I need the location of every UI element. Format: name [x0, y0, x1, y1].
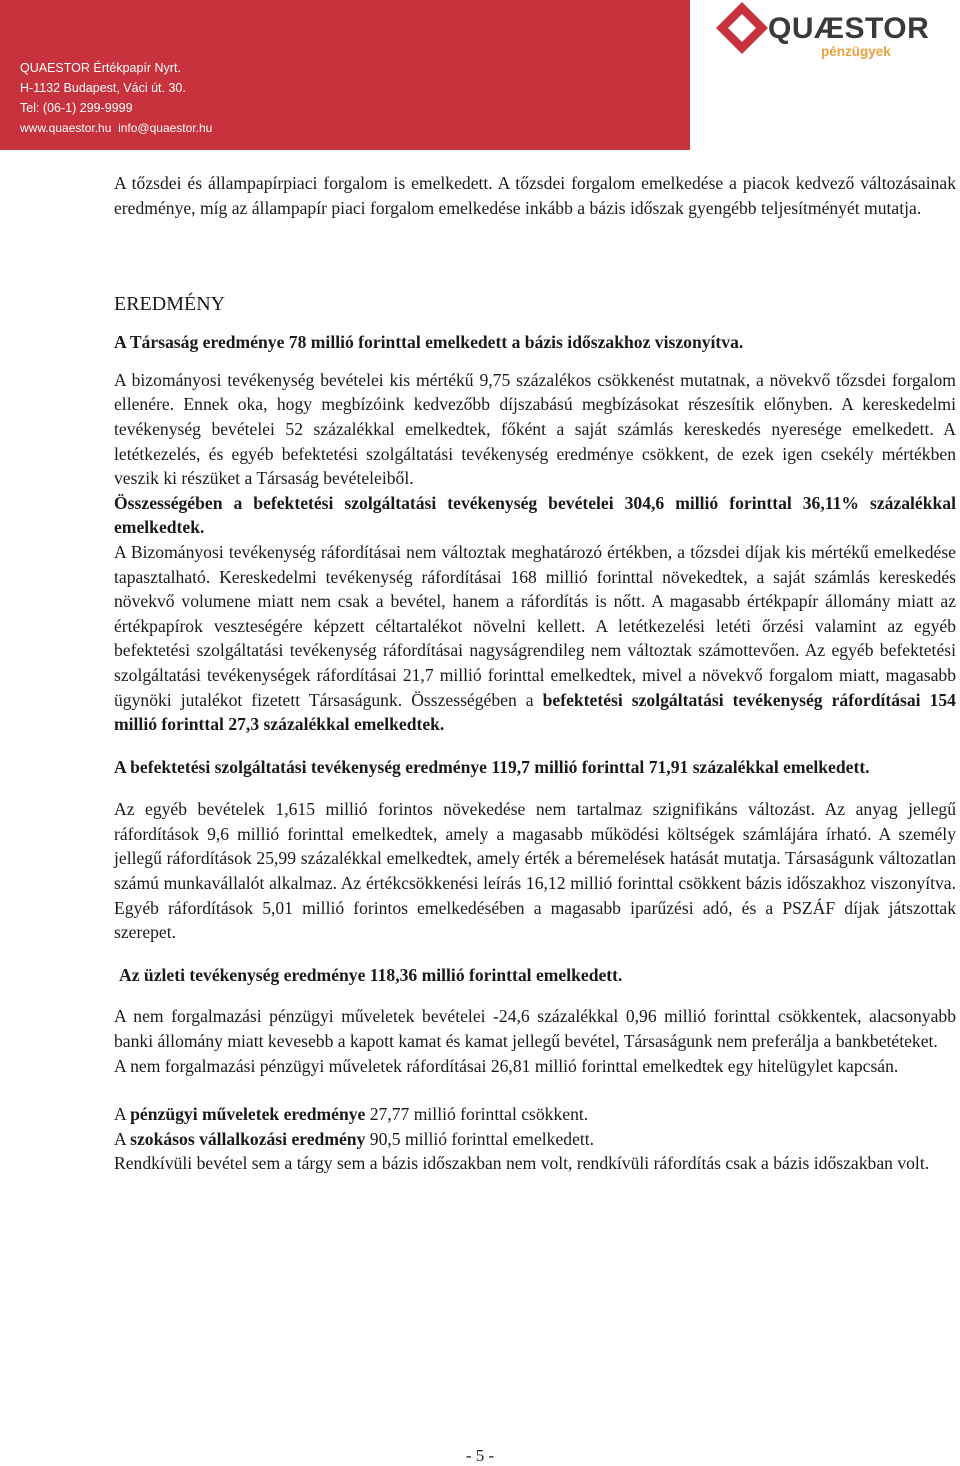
company-phone: Tel: (06-1) 299-9999: [20, 101, 133, 115]
paragraph-extraordinary: Rendkívüli bevétel sem a tárgy sem a bázis időszakban nem volt, rendkívüli ráfordítás csak a bázis időszakban volt.: [114, 1153, 930, 1174]
paragraph-expenses: [86, 540, 956, 737]
expenses-text: A Bizományosi tevékenység ráfordításai nem változtak meghatározó értékben, a tőzsdei díjak kis mértékű emelkedése tapasztalható. Kereskedelmi tevékenység ráfordításai 168 millió forinttal növekedtek, a saját számlás kereskedés növekvő volumene miatt nem csak a bevétel, hanem a ráfordítás is nőtt. A magasabb értékpapír állomány miatt az értékpapírok veszteségére képzett céltartalékot növelni kellett. A letétkezelési letéti őrzési valamint az egyéb befektetési szolgáltatási tevékenység ráfordításai nagyságrendileg nem változtak számottevően. Az egyéb befektetési szolgáltatási tevékenységek ráfordításai 21,7 millió forinttal emelkedtek, mivel a növekvő forgalom miatt, magasabb ügynöki jutalékot fizetett Társaságunk. Összességében a: [114, 541, 956, 710]
paragraph-financial-expense: A nem forgalmazási pénzügyi műveletek ráfordításai 26,81 millió forinttal emelkedtek egy hitelügylet kapcsán.: [114, 1055, 899, 1076]
ordinary-result-label: szokásos vállalkozási eredmény: [130, 1128, 366, 1149]
financial-result-label: pénzügyi műveletek eredménye: [130, 1104, 366, 1125]
paragraph-ordinary-result: [86, 1127, 956, 1152]
paragraph-revenue-summary: Összességében a befektetési szolgáltatási tevékenység bevételei 304,6 millió forinttal 36,11% százalékkal emelkedtek.: [114, 492, 956, 538]
ordinary-result-prefix: A: [114, 1128, 131, 1149]
result-headline: A Társaság eredménye 78 millió forinttal emelkedett a bázis időszakhoz viszonyítva.: [114, 332, 744, 353]
financial-result-value: 27,77 millió forinttal csökkent.: [365, 1104, 589, 1125]
quaestor-logo: [690, 0, 960, 150]
financial-result-prefix: A: [114, 1104, 131, 1125]
paragraph-financial-result: [86, 1102, 956, 1127]
logo-diamond-icon: [712, 0, 772, 60]
company-info: [20, 58, 212, 138]
ordinary-result-value: 90,5 millió forinttal emelkedett.: [365, 1128, 595, 1149]
header-block: [0, 0, 690, 150]
paragraph-trading-volume: A tőzsdei és állampapírpiaci forgalom is emelkedett. A tőzsdei forgalom emelkedése a piacok kedvező változásainak eredménye, míg az állampapír piaci forgalom emelkedése inkább a bázis időszak gyengébb teljesítményét mutatja.: [114, 173, 956, 218]
paragraph-other-items: Az egyéb bevételek 1,615 millió forintos növekedése nem tartalmaz szignifikáns változást. Az anyag jellegű ráfordítások 9,6 millió forinttal emelkedtek, amely a magasabb működési költségek számlájára írható. A személy jellegű ráfordítások 25,99 százalékkal emelkedtek, amely érték a béremelések hatását mutatja. Társaságunk változatlan számú munkavállalót alkalmaz. Az értékcsökkenési leírás 16,12 millió forinttal csökkent bázis időszakhoz viszonyítva. Egyéb ráfordítások 5,01 millió forintos emelkedésében a magasabb iparűzési adó, és a PSZÁF díjak játszottak szerepet.: [114, 799, 956, 943]
company-website[interactable]: www.quaestor.hu: [20, 121, 112, 135]
section-title: EREDMÉNY: [114, 293, 226, 316]
business-result-headline: Az üzleti tevékenység eredménye 118,36 millió forinttal emelkedett.: [119, 964, 623, 985]
paragraph-revenue: [86, 368, 956, 491]
company-email[interactable]: info@quaestor.hu: [118, 121, 213, 135]
company-web-line: [20, 118, 212, 138]
expenses-summary: befektetési szolgáltatási tevékenység ráfordításai 154 millió forinttal 27,3 százalékkal emelkedtek.: [114, 689, 956, 735]
logo-subtitle: pénzügyek: [821, 44, 891, 59]
paragraph-service-result: A befektetési szolgáltatási tevékenység eredménye 119,7 millió forinttal 71,91 százalékkal emelkedett.: [114, 756, 870, 777]
company-address: H-1132 Budapest, Váci út. 30.: [20, 81, 186, 95]
paragraph-financial-income: A nem forgalmazási pénzügyi műveletek bevételei -24,6 százalékkal 0,96 millió forinttal csökkentek, alacsonyabb banki állomány miatt kevesebb a kapott kamat és kamat jellegű bevétel, Társaságunk nem preferálja a bankbetéteket.: [114, 1006, 956, 1052]
page-number: - 5 -: [465, 1446, 495, 1465]
revenue-text: A bizományosi tevékenység bevételei kis mértékű 9,75 százalékos csökkenést mutatnak, a növekvő tőzsdei forgalom ellenére. Ennek oka, hogy megbízóink kedvezőbb díjszabású megbízásokat részesítik előnyben. A kereskedelmi tevékenység bevételei 52 százalékkal emelkedtek, főként a saját számlás kereskedés nyeresége emelkedett. A letétkezelés, és egyéb befektetési szolgáltatási tevékenység eredménye csökkent, de ezek igen csekély mértékben veszik ki részüket a Társaság bevételeiből.: [114, 369, 956, 489]
company-name: QUAESTOR Értékpapír Nyrt.: [20, 61, 181, 75]
logo-text: QUÆSTOR: [768, 12, 930, 45]
document-body: [86, 171, 956, 1176]
